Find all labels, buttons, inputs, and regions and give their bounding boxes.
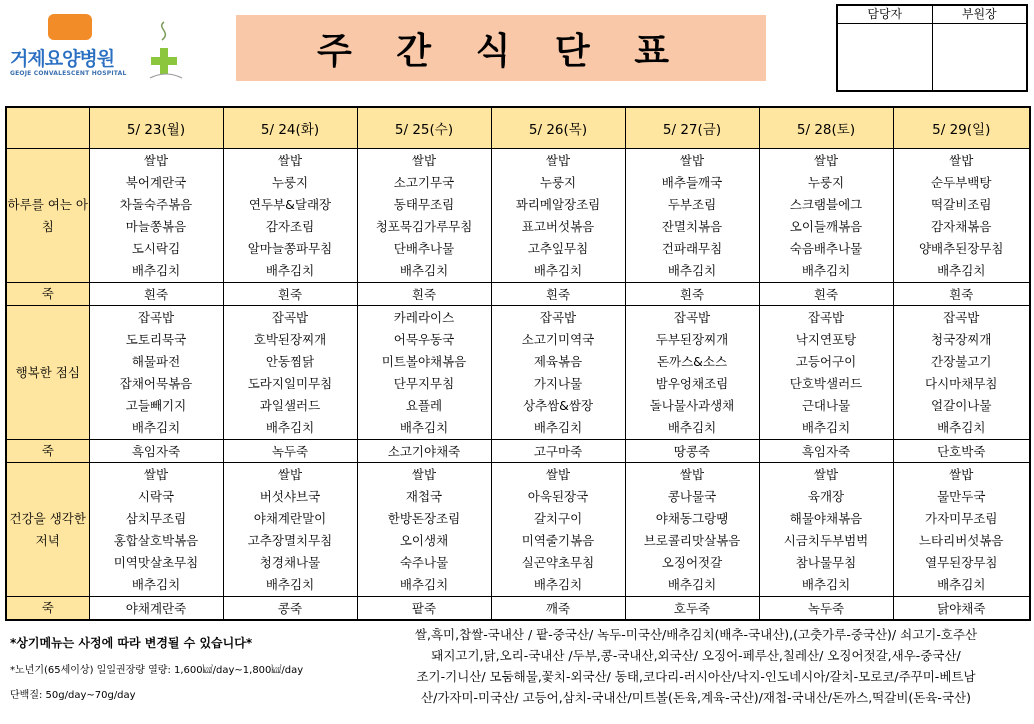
dish-item: 콩나물국 — [667, 489, 717, 504]
header-corner — [6, 107, 89, 149]
dish-item: 육개장 — [807, 489, 845, 504]
dish-item: 낙지연포탕 — [795, 332, 857, 347]
meal-row — [6, 306, 1030, 440]
porridge-cell: 녹두죽 — [223, 440, 357, 463]
calorie-note: *노년기(65세이상) 일일권장량 열량: 1,600㎉/day~1,800㎉/day — [10, 665, 304, 676]
porridge-cell: 소고기야채죽 — [357, 440, 491, 463]
dish-item: 두부된장찌개 — [655, 332, 729, 347]
dish-item: 가지나물 — [533, 376, 583, 391]
dish-item: 돌나물사과생채 — [649, 398, 735, 413]
porridge-cell: 깨죽 — [491, 597, 625, 621]
dish-item: 얼갈이나물 — [931, 398, 992, 413]
dish-item: 누룽지 — [271, 175, 309, 190]
menu-cell — [759, 306, 893, 440]
dish-item: 쌀밥 — [545, 467, 571, 482]
dish-item: 밤우엉채조림 — [655, 376, 729, 391]
porridge-label: 죽 — [6, 440, 89, 463]
dish-item: 버섯샤브국 — [259, 489, 321, 504]
dish-item: 청경채나물 — [259, 555, 321, 570]
dish-item: 아욱된장국 — [527, 489, 589, 504]
menu-change-note: *상기메뉴는 사정에 따라 변경될 수 있습니다* — [10, 636, 253, 650]
day-header: 5/ 28(토) — [759, 107, 893, 149]
dish-item: 청국장찌개 — [931, 332, 992, 347]
meal-label: 하루를 여는 아침 — [6, 149, 89, 283]
dish-item: 근대나물 — [801, 398, 851, 413]
menu-cell — [625, 463, 759, 597]
hospital-logo — [6, 10, 196, 80]
dish-item: 배추김치 — [801, 420, 851, 435]
approval-staff-sign — [838, 24, 932, 90]
dish-item: 잡채어묵볶음 — [119, 376, 193, 391]
dish-item: 도시락김 — [131, 241, 181, 256]
dish-item: 소고기무국 — [393, 175, 455, 190]
dish-item: 배추김치 — [667, 577, 717, 592]
origin-line: 산/가자미-미국산/ 고등어,삼치-국내산/미트볼(돈육,계육-국산)/재첩-국내산/돈까스,떡갈비(돈육-국산) — [421, 690, 971, 705]
menu-cell — [625, 306, 759, 440]
menu-cell — [223, 306, 357, 440]
dish-item: 오징어젓갈 — [661, 555, 723, 570]
dish-item: 떡갈비조림 — [931, 197, 992, 212]
menu-cell — [893, 306, 1030, 440]
dish-item: 쌀밥 — [411, 153, 437, 168]
dish-item: 단무지무침 — [393, 376, 455, 391]
dish-item: 야채동그랑땡 — [655, 511, 729, 526]
dish-item: 잡곡밥 — [271, 310, 309, 325]
dish-item: 시락국 — [137, 489, 175, 504]
meal-row — [6, 149, 1030, 283]
header-row — [6, 107, 1030, 149]
dish-item: 누룽지 — [807, 175, 845, 190]
day-header: 5/ 26(목) — [491, 107, 625, 149]
menu-cell — [89, 463, 223, 597]
dish-item: 가자미무조림 — [925, 511, 998, 526]
dish-item: 쌀밥 — [679, 153, 705, 168]
approval-box — [836, 4, 1028, 92]
approval-col-vice — [932, 6, 1027, 90]
dish-item: 잡곡밥 — [137, 310, 175, 325]
dish-item: 고추잎무침 — [527, 241, 589, 256]
dish-item: 쌀밥 — [679, 467, 705, 482]
porridge-cell: 흰죽 — [89, 283, 223, 306]
dish-item: 숙주나물 — [399, 555, 449, 570]
porridge-cell: 고구마죽 — [491, 440, 625, 463]
dish-item: 쌀밥 — [949, 153, 974, 168]
menu-cell — [357, 463, 491, 597]
weekly-menu-table — [5, 106, 1031, 621]
dish-item: 잡곡밥 — [807, 310, 845, 325]
porridge-cell: 녹두죽 — [759, 597, 893, 621]
dish-item: 카레라이스 — [393, 310, 455, 325]
porridge-cell: 흰죽 — [759, 283, 893, 306]
dish-item: 두부조림 — [667, 197, 717, 212]
dish-item: 표고버섯볶음 — [521, 219, 595, 234]
logo-badge-icon — [48, 14, 92, 40]
porridge-row — [6, 440, 1030, 463]
dish-item: 미역맛살초무침 — [113, 555, 199, 570]
menu-cell — [759, 463, 893, 597]
day-header: 5/ 24(화) — [223, 107, 357, 149]
dish-item: 잔멸치볶음 — [661, 219, 723, 234]
dish-item: 쌀밥 — [813, 467, 839, 482]
dish-item: 단배추나물 — [393, 241, 455, 256]
logo-name: 거제요양병원 — [10, 48, 115, 70]
dish-item: 느타리버섯볶음 — [918, 533, 1004, 548]
dish-item: 도토리묵국 — [125, 332, 187, 347]
dish-item: 갈치구이 — [533, 511, 583, 526]
dish-item: 쌀밥 — [813, 153, 839, 168]
dish-item: 고등어구이 — [795, 354, 857, 369]
menu-cell — [89, 149, 223, 283]
dish-item: 열무된장무침 — [925, 555, 998, 570]
dish-item: 배추김치 — [533, 263, 583, 278]
porridge-cell: 닭야채죽 — [893, 597, 1030, 621]
dish-item: 잡곡밥 — [539, 310, 577, 325]
dish-item: 과일샐러드 — [259, 398, 321, 413]
dish-item: 스크램블에그 — [789, 197, 863, 212]
dish-item: 숙음배추나물 — [789, 241, 863, 256]
notes — [10, 634, 350, 701]
menu-cell — [223, 149, 357, 283]
dish-item: 감자조림 — [265, 219, 315, 234]
porridge-cell: 흑임자죽 — [759, 440, 893, 463]
dish-item: 호박된장찌개 — [253, 332, 327, 347]
origin-info — [364, 624, 1028, 708]
dish-item: 순두부백탕 — [931, 175, 992, 190]
porridge-cell: 호두죽 — [625, 597, 759, 621]
porridge-cell: 팥죽 — [357, 597, 491, 621]
porridge-cell: 흑임자죽 — [89, 440, 223, 463]
dish-item: 배추김치 — [131, 420, 181, 435]
menu-cell — [491, 306, 625, 440]
dish-item: 쌀밥 — [277, 467, 303, 482]
porridge-label: 죽 — [6, 283, 89, 306]
approval-vice-sign — [933, 24, 1027, 90]
dish-item: 잡곡밥 — [673, 310, 711, 325]
menu-cell — [625, 149, 759, 283]
dish-item: 배추김치 — [265, 577, 315, 592]
origin-line: 돼지고기,닭,오리-국내산 /두부,콩-국내산,외국산/ 오징어-페루산,칠레산/ 오징어젓갈,새우-중국산/ — [431, 648, 961, 663]
dish-item: 청포묵김가루무침 — [375, 219, 473, 234]
dish-item: 다시마채무침 — [925, 376, 998, 391]
dish-item: 소고기미역국 — [521, 332, 595, 347]
approval-col-staff — [838, 6, 932, 90]
dish-item: 돈까스&소스 — [656, 354, 728, 369]
origin-line: 쌀,흑미,찹쌀-국내산 / 팥-중국산/ 녹두-미국산/배추김치(배추-국내산),(고춧가루-중국산)/ 쇠고기-호주산 — [414, 627, 978, 642]
dish-item: 쌀밥 — [411, 467, 437, 482]
title-banner — [236, 15, 766, 81]
porridge-cell: 흰죽 — [223, 283, 357, 306]
dish-item: 배추김치 — [937, 420, 986, 435]
day-header: 5/ 25(수) — [357, 107, 491, 149]
menu-cell — [357, 306, 491, 440]
dish-item: 오이생채 — [399, 533, 449, 548]
dish-item: 배추김치 — [131, 577, 181, 592]
dish-item: 배추김치 — [667, 420, 717, 435]
menu-cell — [223, 463, 357, 597]
dish-item: 삼치무조림 — [125, 511, 187, 526]
dish-item: 쌀밥 — [949, 467, 974, 482]
dish-item: 고추장멸치무침 — [247, 533, 333, 548]
origin-line: 조기-기니산/ 모둠해물,꽃치-외국산/ 동태,코다리-러시아산/낙지-인도네시아/갈치-모로코/주꾸미-베트남 — [416, 669, 976, 684]
menu-cell — [89, 306, 223, 440]
dish-item: 배추김치 — [265, 420, 315, 435]
porridge-cell: 흰죽 — [357, 283, 491, 306]
dish-item: 잡곡밥 — [943, 310, 980, 325]
meal-row — [6, 463, 1030, 597]
dish-item: 상추쌈&쌈장 — [522, 398, 594, 413]
porridge-row — [6, 283, 1030, 306]
dish-item: 쌀밥 — [143, 467, 169, 482]
dish-item: 간장불고기 — [931, 354, 992, 369]
dish-item: 양배추된장무침 — [918, 241, 1004, 256]
dish-item: 배추김치 — [399, 420, 449, 435]
dish-item: 쌀밥 — [545, 153, 571, 168]
dish-item: 오이들깨볶음 — [789, 219, 863, 234]
dish-item: 해물야채볶음 — [789, 511, 863, 526]
dish-item: 배추김치 — [801, 577, 851, 592]
dish-item: 제육볶음 — [533, 354, 583, 369]
dish-item: 북어계란국 — [125, 175, 187, 190]
meal-label: 건강을 생각한 저녁 — [6, 463, 89, 597]
dish-item: 알마늘쫑파무침 — [247, 241, 333, 256]
dish-item: 시금치두부범벅 — [783, 533, 869, 548]
dish-item: 안동찜닭 — [265, 354, 315, 369]
dish-item: 브로콜리맛살볶음 — [643, 533, 741, 548]
porridge-cell: 흰죽 — [491, 283, 625, 306]
porridge-label: 죽 — [6, 597, 89, 621]
dish-item: 단호박샐러드 — [789, 376, 863, 391]
porridge-cell: 콩죽 — [223, 597, 357, 621]
menu-cell — [759, 149, 893, 283]
dish-item: 배추김치 — [801, 263, 851, 278]
day-header: 5/ 29(일) — [893, 107, 1030, 149]
dish-item: 감자채볶음 — [931, 219, 992, 234]
logo-subtitle: GEOJE CONVALESCENT HOSPITAL — [10, 70, 127, 77]
dish-item: 연두부&달래장 — [248, 197, 332, 212]
dish-item: 쌀밥 — [143, 153, 169, 168]
dish-item: 해물파전 — [131, 354, 181, 369]
dish-item: 꽈리메알장조림 — [515, 197, 601, 212]
dish-item: 실곤약초무침 — [521, 555, 595, 570]
dish-item: 배추들깨국 — [661, 175, 723, 190]
dish-item: 배추김치 — [667, 263, 717, 278]
menu-cell — [893, 149, 1030, 283]
dish-item: 어묵우동국 — [393, 332, 455, 347]
approval-staff-label: 담당자 — [838, 6, 932, 24]
dish-item: 야채계란말이 — [253, 511, 327, 526]
porridge-cell: 흰죽 — [625, 283, 759, 306]
dish-item: 건파래무침 — [661, 241, 723, 256]
dish-item: 도라지일미무침 — [247, 376, 333, 391]
dish-item: 쌀밥 — [277, 153, 303, 168]
dish-item: 배추김치 — [533, 420, 583, 435]
dish-item: 고들빼기지 — [125, 398, 187, 413]
menu-cell — [491, 149, 625, 283]
dish-item: 미역줄기볶음 — [521, 533, 595, 548]
dish-item: 요플레 — [405, 398, 443, 413]
dish-item: 배추김치 — [399, 263, 449, 278]
dish-item: 배추김치 — [399, 577, 449, 592]
dish-item: 마늘쫑볶음 — [125, 219, 187, 234]
dish-item: 배추김치 — [131, 263, 181, 278]
porridge-cell: 야채계란죽 — [89, 597, 223, 621]
menu-cell — [491, 463, 625, 597]
porridge-cell: 단호박죽 — [893, 440, 1030, 463]
dish-item: 물만두국 — [937, 489, 986, 504]
page-title: 주 간 식 단 표 — [316, 30, 685, 72]
dish-item: 배추김치 — [533, 577, 583, 592]
day-header: 5/ 27(금) — [625, 107, 759, 149]
dish-item: 동태무조림 — [393, 197, 455, 212]
dish-item: 배추김치 — [937, 577, 986, 592]
dish-item: 재첩국 — [405, 489, 443, 504]
dish-item: 배추김치 — [265, 263, 315, 278]
dish-item: 홍합살호박볶음 — [113, 533, 199, 548]
menu-cell — [893, 463, 1030, 597]
meal-label: 행복한 점심 — [6, 306, 89, 440]
dish-item: 참나물무침 — [795, 555, 857, 570]
dish-item: 차돌숙주볶음 — [119, 197, 193, 212]
porridge-row — [6, 597, 1030, 621]
dish-item: 한방돈장조림 — [387, 511, 461, 526]
day-header: 5/ 23(월) — [89, 107, 223, 149]
dish-item: 미트볼야채볶음 — [381, 354, 467, 369]
cross-tree-icon — [146, 18, 186, 82]
menu-cell — [357, 149, 491, 283]
porridge-cell: 흰죽 — [893, 283, 1030, 306]
protein-note: 단백질: 50g/day~70g/day — [10, 690, 136, 701]
approval-vice-label: 부원장 — [933, 6, 1027, 24]
dish-item: 배추김치 — [937, 263, 986, 278]
porridge-cell: 땅콩죽 — [625, 440, 759, 463]
dish-item: 누룽지 — [539, 175, 577, 190]
